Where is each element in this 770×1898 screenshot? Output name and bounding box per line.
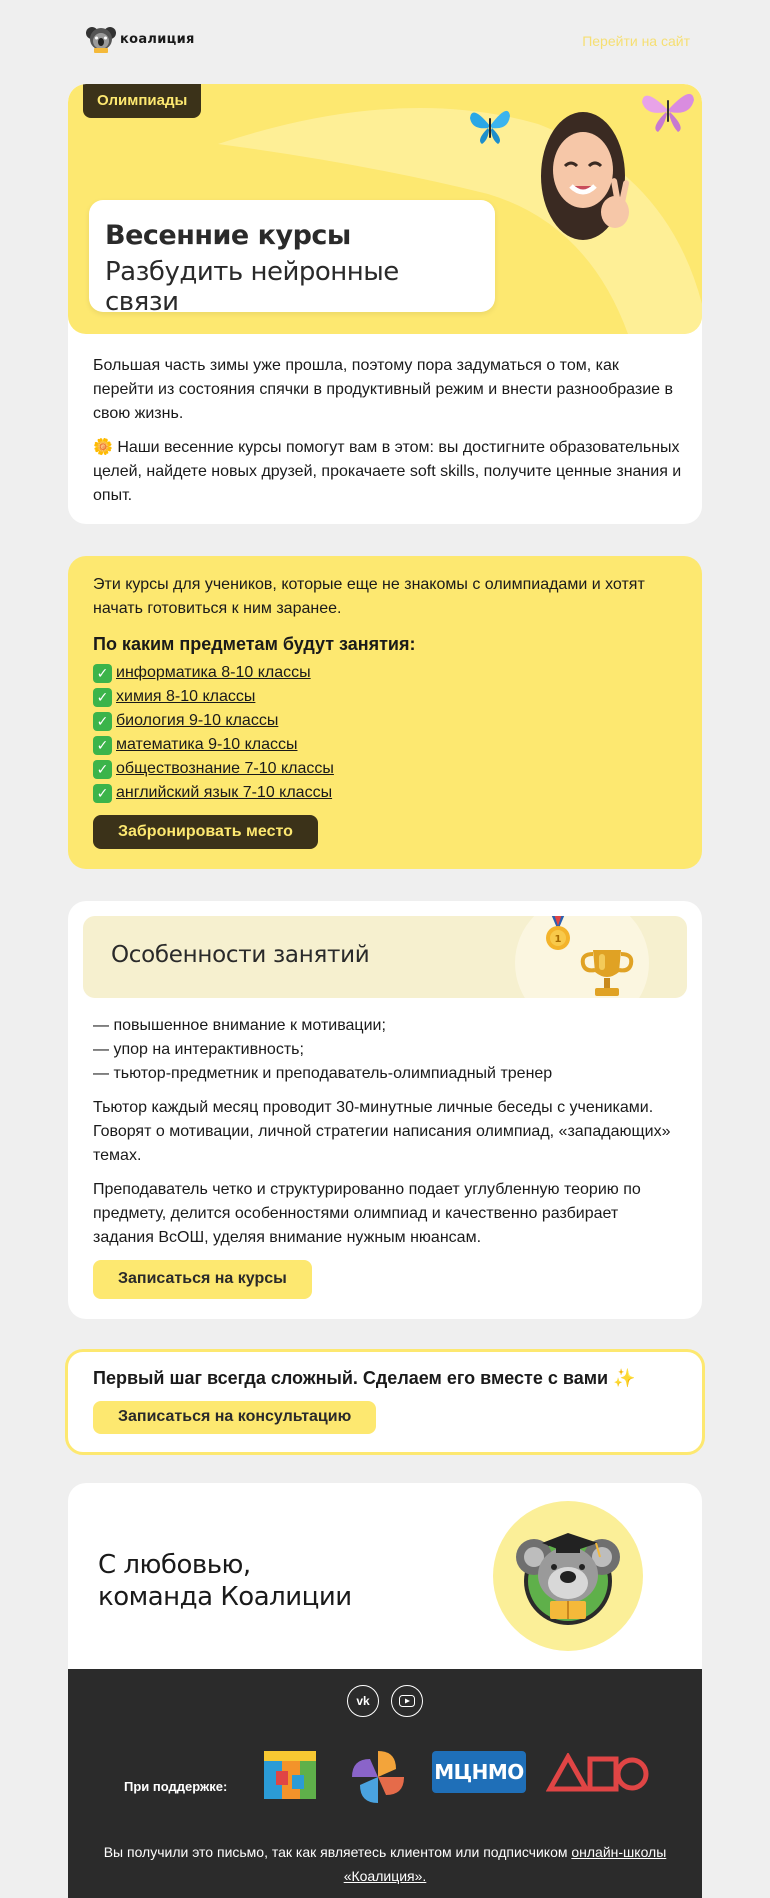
- check-icon: ✓: [93, 712, 112, 731]
- book-place-button[interactable]: Забронировать место: [93, 815, 318, 849]
- signature-line-1: С любовью,: [98, 1550, 251, 1580]
- subject-link-informatics[interactable]: информатика 8-10 классы: [116, 664, 311, 681]
- koala-mascot-icon: [508, 1513, 628, 1637]
- hero-card: [68, 84, 702, 524]
- subject-link-math[interactable]: математика 9-10 классы: [116, 736, 298, 753]
- medal-icon: [543, 916, 573, 954]
- features-banner: [83, 916, 687, 998]
- subject-item: [93, 757, 677, 781]
- hero-banner: [68, 84, 702, 334]
- partner-logo-cube-icon[interactable]: [258, 1745, 322, 1809]
- signature-text: [98, 1549, 352, 1613]
- subjects-heading: По каким предметам будут занятия:: [93, 634, 416, 654]
- features-bullets: [93, 1014, 677, 1086]
- youtube-icon[interactable]: [391, 1685, 423, 1717]
- pink-butterfly-icon: [638, 84, 698, 134]
- header: [68, 0, 702, 84]
- check-icon: ✓: [93, 784, 112, 803]
- partner-logo-flower-icon[interactable]: [346, 1745, 410, 1809]
- subject-item: [93, 709, 677, 733]
- hero-subtitle: Разбудить нейронные связи: [105, 257, 399, 317]
- subject-item: [93, 781, 677, 805]
- school-link[interactable]: онлайн-школы «Коалиция».: [343, 1844, 667, 1884]
- footer-note-text: Вы получили это письмо, так как являетесь клиентом или подписчиком: [103, 1844, 572, 1860]
- enroll-courses-button[interactable]: Записаться на курсы: [93, 1260, 312, 1299]
- features-body: [83, 998, 687, 1299]
- features-title: Особенности занятий: [111, 942, 370, 968]
- subject-item: [93, 733, 677, 757]
- subject-item: [93, 661, 677, 685]
- feature-bullet: — упор на интерактивность;: [93, 1041, 304, 1058]
- features-paragraph-2: Преподаватель четко и структурированно подает углубленную теорию по предмету, делится особенностями олимпиад и качественно разбирает задания ВсОШ, уделяя внимание нужным нюансам.: [93, 1181, 641, 1246]
- olympiad-badge: Олимпиады: [83, 84, 201, 118]
- support-label: При поддержке:: [124, 1779, 228, 1794]
- feature-bullet: — тьютор-предметник и преподаватель-олимпиадный тренер: [93, 1065, 553, 1082]
- partner-logo-mcnmo[interactable]: МЦНМО: [432, 1751, 526, 1793]
- feature-bullet: — повышенное внимание к мотивации;: [93, 1017, 386, 1034]
- hero-paragraph-1: Большая часть зимы уже прошла, поэтому пора задуматься о том, как перейти из состояния спячки в продуктивный режим и внести разнообразие в свою жизнь.: [93, 357, 674, 422]
- check-icon: ✓: [93, 688, 112, 707]
- signature-line-2: команда Коалиции: [98, 1582, 352, 1612]
- vk-icon[interactable]: vk: [347, 1685, 379, 1717]
- trophy-icon: [577, 946, 637, 998]
- subject-link-social-studies[interactable]: обществознание 7-10 классы: [116, 760, 334, 777]
- hero-title: Весенние курсы: [105, 220, 351, 251]
- consultation-title: Первый шаг всегда сложный. Сделаем его вместе с вами ✨: [93, 1368, 636, 1388]
- girl-avatar-image: [533, 104, 643, 244]
- features-paragraph-1: Тьютор каждый месяц проводит 30-минутные личные беседы с учениками. Говорят о мотивации, личной стратегии написания олимпиад, «западающих» темах.: [93, 1099, 671, 1164]
- footer-note: [98, 1840, 672, 1888]
- social-links: [68, 1685, 702, 1717]
- consultation-button[interactable]: Записаться на консультацию: [93, 1401, 376, 1434]
- blue-butterfly-icon: [466, 100, 514, 148]
- subject-link-chemistry[interactable]: химия 8-10 классы: [116, 688, 256, 705]
- check-icon: ✓: [93, 736, 112, 755]
- koala-logo-icon: [86, 24, 116, 54]
- signature-card: [68, 1483, 702, 1669]
- svg-text:1: 1: [554, 934, 562, 945]
- footer: [68, 1669, 702, 1898]
- go-to-site-link[interactable]: Перейти на сайт: [582, 33, 690, 49]
- subject-link-biology[interactable]: биология 9-10 классы: [116, 712, 279, 729]
- subjects-lead: Эти курсы для учеников, которые еще не знакомы с олимпиадами и хотят начать готовиться к ним заранее.: [93, 576, 645, 617]
- subject-link-english[interactable]: английский язык 7-10 классы: [116, 784, 333, 801]
- consultation-card: [65, 1349, 705, 1455]
- hero-text: [93, 354, 683, 518]
- hero-title-box: [89, 200, 495, 317]
- logo[interactable]: [86, 24, 195, 54]
- subjects-card: [68, 556, 702, 869]
- subjects-list: [93, 661, 677, 805]
- hero-paragraph-2: 🌼 Наши весенние курсы помогут вам в этом: вы достигните образовательных целей, найдете новых друзей, прокачаете soft skills, получите ценные знания и опыт.: [93, 439, 682, 504]
- email-container: [68, 0, 702, 1898]
- logo-text: коалиция: [120, 31, 195, 47]
- check-icon: ✓: [93, 664, 112, 683]
- partner-logo-dpo-icon[interactable]: [546, 1753, 650, 1793]
- subject-item: [93, 685, 677, 709]
- check-icon: ✓: [93, 760, 112, 779]
- features-card: [68, 901, 702, 1319]
